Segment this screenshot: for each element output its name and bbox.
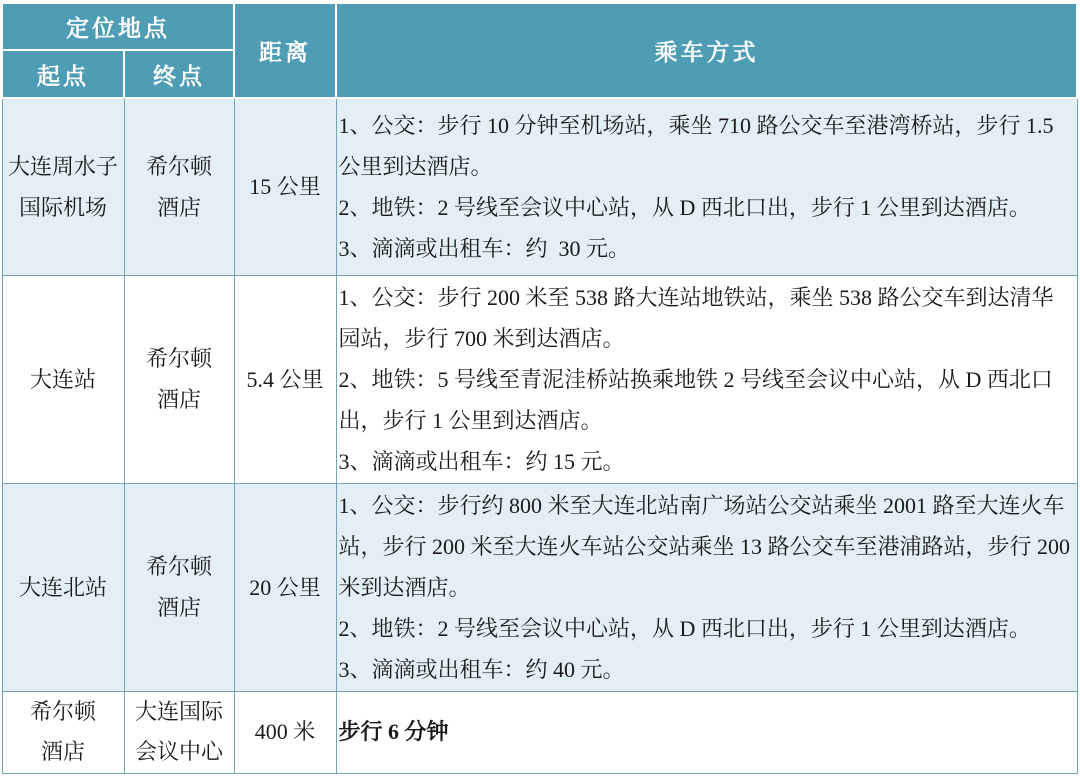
transport-method: 1、公交：步行 10 分钟至机场站，乘坐 710 路公交车至港湾桥站，步行 1.5 公里到达酒店。 xyxy=(338,112,1060,179)
table-row xyxy=(2,691,1077,773)
transport-cell xyxy=(336,691,1077,773)
transport-cell xyxy=(336,483,1077,691)
transport-method: 3、滴滴或出租车：约 30 元。 xyxy=(338,235,631,261)
header-location: 定位地点 xyxy=(2,3,234,50)
header-distance: 距离 xyxy=(234,3,336,98)
transport-table xyxy=(1,2,1078,774)
transport-method: 1、公交：步行约 800 米至大连北站南广场站公交站乘坐 2001 路至大连火车站，步行 200 米至大连火车站公交站乘坐 13 路公交车至港浦路站，步行 200 米到达酒店。 xyxy=(338,492,1076,600)
transport-method: 3、滴滴或出租车：约 15 元。 xyxy=(338,448,625,474)
destination-cell: 希尔顿 酒店 xyxy=(124,275,234,483)
origin-cell: 大连北站 xyxy=(2,483,124,691)
header-origin: 起点 xyxy=(2,50,124,98)
distance-cell: 400 米 xyxy=(234,691,336,773)
transport-method: 1、公交：步行 200 米至 538 路大连站地铁站，乘坐 538 路公交车到达清华园站，步行 700 米到达酒店。 xyxy=(338,284,1054,351)
destination-cell: 大连国际 会议中心 xyxy=(124,691,234,773)
table-row xyxy=(2,275,1077,483)
origin-cell: 大连周水子 国际机场 xyxy=(2,98,124,275)
transport-method: 2、地铁：5 号线至青泥洼桥站换乘地铁 2 号线至会议中心站，从 D 西北口出，步行 1 公里到达酒店。 xyxy=(338,366,1053,433)
distance-cell: 5.4 公里 xyxy=(234,275,336,483)
table-row xyxy=(2,98,1077,275)
transport-method: 2、地铁：2 号线至会议中心站，从 D 西北口出，步行 1 公里到达酒店。 xyxy=(338,615,1031,641)
transport-method: 3、滴滴或出租车：约 40 元。 xyxy=(338,656,625,682)
transport-method: 步行 6 分钟 xyxy=(338,719,449,744)
transport-cell xyxy=(336,275,1077,483)
distance-cell: 15 公里 xyxy=(234,98,336,275)
distance-cell: 20 公里 xyxy=(234,483,336,691)
header-row-top xyxy=(2,3,1077,50)
table-header xyxy=(2,3,1077,98)
destination-cell: 希尔顿 酒店 xyxy=(124,98,234,275)
header-transport: 乘车方式 xyxy=(336,3,1077,98)
destination-cell: 希尔顿 酒店 xyxy=(124,483,234,691)
transport-cell xyxy=(336,98,1077,275)
origin-cell: 大连站 xyxy=(2,275,124,483)
transport-method: 2、地铁：2 号线至会议中心站，从 D 西北口出，步行 1 公里到达酒店。 xyxy=(338,194,1031,220)
table-body xyxy=(2,98,1077,773)
table-row xyxy=(2,483,1077,691)
header-destination: 终点 xyxy=(124,50,234,98)
origin-cell: 希尔顿 酒店 xyxy=(2,691,124,773)
